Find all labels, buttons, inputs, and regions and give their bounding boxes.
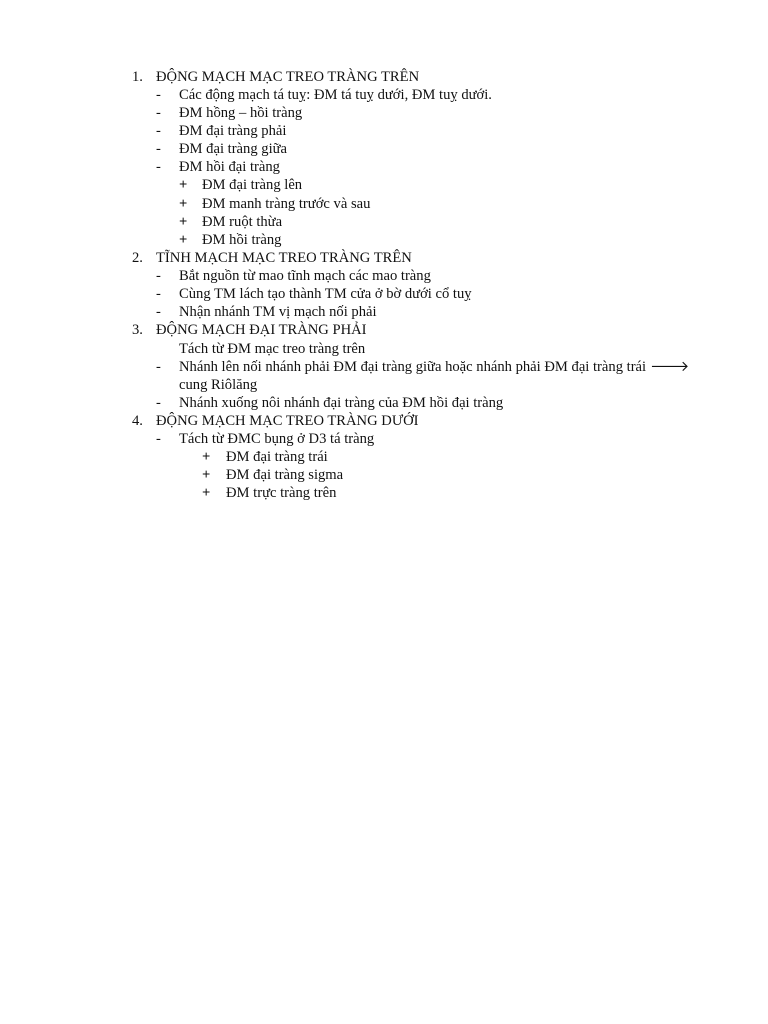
sub-list-item-text: ĐM đại tràng trái bbox=[226, 449, 328, 465]
section-number: 2. bbox=[132, 250, 143, 266]
arrow-right-icon: 🡒 bbox=[650, 359, 690, 375]
plus-marker: + bbox=[202, 449, 211, 465]
dash-marker: - bbox=[156, 159, 161, 175]
section-number: 3. bbox=[132, 322, 143, 338]
sub-list-item-text: ĐM đại tràng lên bbox=[202, 177, 303, 193]
list-item-text: ĐM hồng – hồi tràng bbox=[179, 105, 303, 121]
section-title: ĐỘNG MẠCH ĐẠI TRÀNG PHẢI bbox=[156, 322, 367, 338]
section-number: 1. bbox=[132, 69, 143, 85]
list-item-text: Bắt nguồn từ mao tĩnh mạch các mao tràng bbox=[179, 268, 431, 284]
list-item-text: ĐM hồi đại tràng bbox=[179, 159, 280, 175]
plus-marker: + bbox=[202, 467, 211, 483]
continuation-text: cung Riôlăng bbox=[179, 377, 258, 393]
dash-marker: - bbox=[156, 395, 161, 411]
sub-list-item-text: ĐM đại tràng sigma bbox=[226, 467, 344, 483]
plus-marker: + bbox=[179, 214, 188, 230]
dash-marker: - bbox=[156, 286, 161, 302]
list-item-text: Nhánh xuống nôi nhánh đại tràng của ĐM hồi đại tràng bbox=[179, 395, 504, 411]
dash-marker: - bbox=[156, 87, 161, 103]
dash-marker: - bbox=[156, 141, 161, 157]
dash-marker: - bbox=[156, 123, 161, 139]
section-title: ĐỘNG MẠCH MẠC TREO TRÀNG TRÊN bbox=[156, 69, 420, 85]
dash-marker: - bbox=[156, 105, 161, 121]
section-number: 4. bbox=[132, 413, 143, 429]
plus-marker: + bbox=[179, 232, 188, 248]
sub-list-item-text: ĐM trực tràng trên bbox=[226, 485, 337, 501]
list-item-text: ĐM đại tràng giữa bbox=[179, 141, 288, 157]
section-title: ĐỘNG MẠCH MẠC TREO TRÀNG DƯỚI bbox=[156, 413, 419, 429]
section-title: TĨNH MẠCH MẠC TREO TRÀNG TRÊN bbox=[156, 250, 412, 266]
plus-marker: + bbox=[179, 177, 188, 193]
sub-list-item-text: ĐM ruột thừa bbox=[202, 214, 283, 230]
dash-marker: - bbox=[156, 304, 161, 320]
list-item-text: Tách từ ĐMC bụng ở D3 tá tràng bbox=[179, 431, 375, 447]
dash-marker: - bbox=[156, 268, 161, 284]
plus-marker: + bbox=[202, 485, 211, 501]
dash-marker: - bbox=[156, 359, 161, 375]
list-item-text: Cùng TM lách tạo thành TM cửa ở bờ dưới cổ tuỵ bbox=[179, 286, 472, 302]
list-item-text: ĐM đại tràng phải bbox=[179, 123, 287, 139]
list-item-text bbox=[179, 358, 689, 376]
plus-marker: + bbox=[179, 196, 188, 212]
list-item-text: Nhận nhánh TM vị mạch nối phải bbox=[179, 304, 377, 320]
sub-list-item-text: ĐM hồi tràng bbox=[202, 232, 282, 248]
list-item-text: Các động mạch tá tuỵ: ĐM tá tuỵ dưới, ĐM tuỵ dưới. bbox=[179, 87, 492, 103]
intro-text: Tách từ ĐM mạc treo tràng trên bbox=[179, 341, 366, 357]
sub-list-item-text: ĐM manh tràng trước và sau bbox=[202, 196, 371, 212]
list-item-text-main: Nhánh lên nối nhánh phải ĐM đại tràng giữa hoặc nhánh phải ĐM đại tràng trái bbox=[179, 359, 647, 375]
dash-marker: - bbox=[156, 431, 161, 447]
